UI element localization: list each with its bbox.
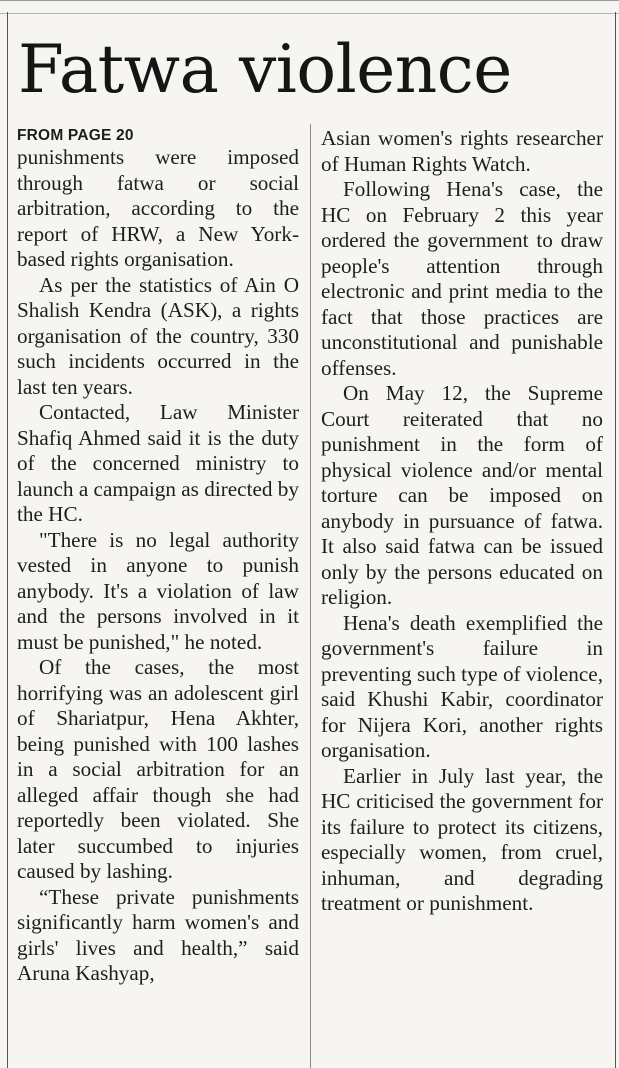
paragraph: Following Hena's case, the HC on February 2 this year ordered the government to draw people's attention through electronic and print media to the fact that those practices are unconstitutional and punishable offenses. (321, 177, 603, 380)
paragraph: As per the statistics of Ain O Shalish Kendra (ASK), a rights organisation of the country, 330 such incidents occurred in the last ten years. (17, 272, 299, 399)
paragraph: punishments were imposed through fatwa or social arbitration, according to the report of HRW, a New York-based rights organisation. (17, 145, 299, 271)
paragraph: Asian women's rights researcher of Human Rights Watch. (321, 126, 603, 176)
paragraph: "There is no legal authority vested in anyone to punish anybody. It's a violation of law and the persons involved in it must be punished," he noted. (17, 527, 299, 654)
paragraph: “These private punishments significantly harm women's and girls' lives and health,” said Aruna Kashyap, (17, 884, 299, 985)
paragraph: Earlier in July last year, the HC criticised the government for its failure to protect its citizens, especially women, from cruel, inhuman, and degrading treatment or punishment. (321, 763, 603, 915)
headline: Fatwa violence (18, 31, 512, 108)
top-rule (0, 0, 619, 14)
paragraph: Of the cases, the most horrifying was an adolescent girl of Shariatpur, Hena Akhter, being punished with 100 lashes in a social arbitration for an alleged affair though she had reportedly been violated. She later succumbed to injuries caused by lashing. (17, 655, 299, 883)
article-column-left (17, 126, 299, 1066)
right-border-rule (615, 12, 616, 1068)
paragraph: On May 12, the Supreme Court reiterated that no punishment in the form of physical violence and/or mental torture can be imposed on anybody in pursuance of fatwa. It also said fatwa can be issued only by the persons educated on religion. (321, 381, 603, 609)
column-divider (310, 124, 311, 1068)
paragraph: Hena's death exemplified the government's failure in preventing such type of violence, said Khushi Kabir, coordinator for Nijera Kori, another rights organisation. (321, 610, 603, 762)
left-border-rule (7, 12, 8, 1068)
article-column-right (321, 126, 603, 1066)
paragraph: Contacted, Law Minister Shafiq Ahmed said it is the duty of the concerned ministry to launch a campaign as directed by the HC. (17, 400, 299, 526)
continuation-kicker: FROM PAGE 20 (17, 127, 134, 144)
